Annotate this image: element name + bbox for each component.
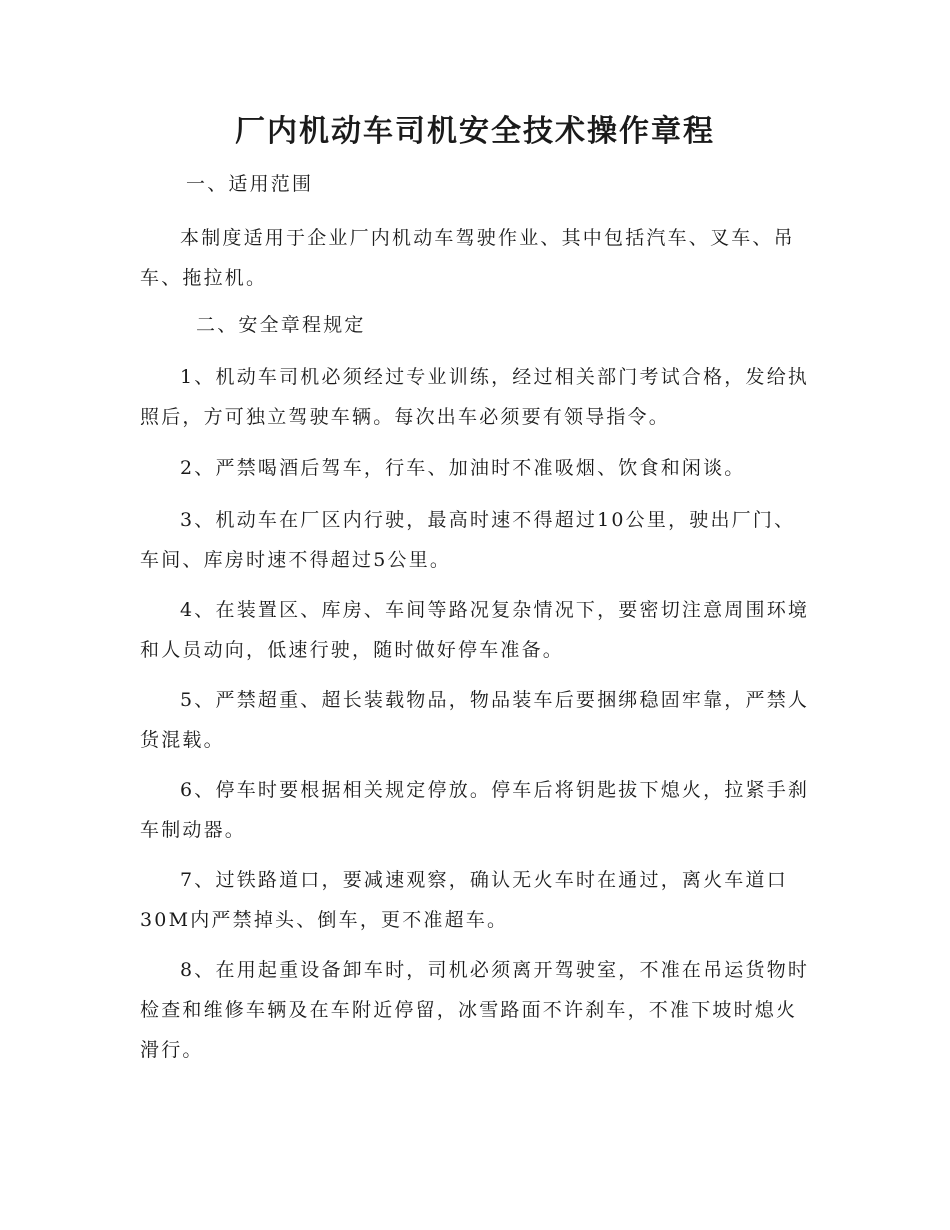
paragraph-rule-5: 5、严禁超重、超长装载物品，物品装车后要捆绑稳固牢靠，严禁人货混载。: [140, 689, 810, 751]
document-title: 厂内机动车司机安全技术操作章程: [235, 114, 715, 149]
paragraph-rule-6: 6、停车时要根据相关规定停放。停车后将钥匙拔下熄火，拉紧手刹车制动器。: [140, 779, 810, 841]
section-heading-scope: 一、适用范围: [186, 173, 314, 195]
paragraph-rule-3: 3、机动车在厂区内行驶，最高时速不得超过10公里，驶出厂门、车间、库房时速不得超过5公里。: [140, 509, 796, 571]
paragraph-rule-4: 4、在装置区、库房、车间等路况复杂情况下，要密切注意周围环境和人员动向，低速行驶，随时做好停车准备。: [140, 599, 810, 661]
section-heading-rules: 二、安全章程规定: [196, 314, 366, 336]
paragraph-rule-1: 1、机动车司机必须经过专业训练，经过相关部门考试合格，发给执照后，方可独立驾驶车辆。每次出车必须要有领导指令。: [140, 366, 810, 428]
paragraph-rule-2: 2、严禁喝酒后驾车，行车、加油时不准吸烟、饮食和闲谈。: [180, 457, 746, 479]
paragraph-rule-7: 7、过铁路道口，要减速观察，确认无火车时在通过，离火车道口30M内严禁掉头、倒车，更不准超车。: [140, 869, 788, 931]
paragraph-rule-8: 8、在用起重设备卸车时，司机必须离开驾驶室，不准在吊运货物时检查和维修车辆及在车附近停留，冰雪路面不许刹车，不准下坡时熄火滑行。: [140, 959, 810, 1061]
paragraph-scope: 本制度适用于企业厂内机动车驾驶作业、其中包括汽车、叉车、吊车、拖拉机。: [140, 227, 795, 289]
